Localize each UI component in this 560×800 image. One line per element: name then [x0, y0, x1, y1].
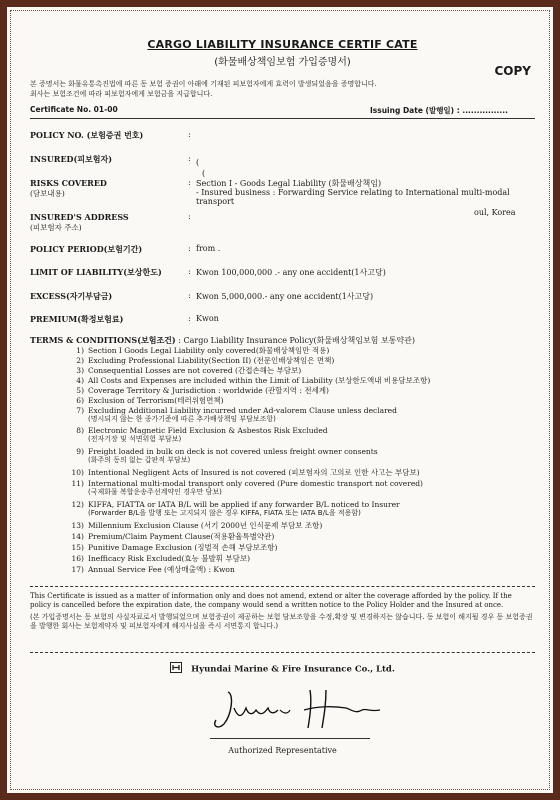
term-number: 3) [76, 366, 84, 375]
field-value-policy-period: from . [196, 244, 221, 253]
term-text: Premium/Claim Payment Clause(적용환율특별약관) [88, 532, 275, 541]
term-number: 11) [71, 479, 84, 488]
term-text: Electronic Magnetic Field Exclusion & Asbestos Risk Excluded [88, 426, 328, 435]
field-colon: : [188, 291, 191, 300]
term-text: Punitive Damage Exclusion (징벌적 손해 부담보조항) [88, 543, 278, 552]
term-item [70, 521, 322, 530]
term-item [70, 346, 329, 355]
term-text: Freight loaded in bulk on deck is not covered unless freight owner consents [88, 447, 378, 456]
field-colon: : [188, 244, 191, 253]
issuing-date-label: Issuing Date (발행일) : [370, 106, 460, 115]
intro-line: 본 증명서는 화물유통촉진법에 따른 동 보험 증권이 아래에 기재된 피보험자에게 효력이 발생되었음을 증명합니다. [30, 80, 377, 88]
certificate-document [30, 34, 535, 774]
field-colon: : [188, 314, 191, 323]
certificate-title: CARGO LIABILITY INSURANCE CERTIF CATE [147, 38, 418, 51]
signature-icon [210, 684, 390, 740]
field-value-limit: Kwon 100,000,000 .- any one accident(1사고당) [196, 268, 386, 277]
term-text: Excluding Professional Liability(Section II) (전문인배상책임은 면책) [88, 356, 335, 365]
field-colon: : [188, 154, 191, 163]
term-korean: (국제화물 복합운송주선계약인 경우만 담보) [88, 488, 222, 496]
terms-heading [30, 335, 415, 346]
field-value-risks-1: Section Ⅰ - Goods Legal Liability (화물배상책임) [196, 179, 382, 188]
term-text: International multi-modal transport only covered (Pure domestic transport not covered) [88, 479, 423, 488]
terms-heading-value: : Cargo Liability Insurance Policy(화물배상책임보험 보통약관) [178, 336, 415, 345]
term-number: 14) [71, 532, 84, 541]
term-number: 4) [76, 376, 84, 385]
term-number: 5) [76, 386, 84, 395]
field-value-insured-1: ( [196, 158, 200, 167]
footer-divider [30, 652, 535, 653]
field-label-address [30, 212, 129, 233]
authorized-representative: Authorized Representative [228, 746, 337, 755]
field-colon: : [188, 267, 191, 276]
terms-heading-label: TERMS & CONDITIONS(보험조건) [30, 335, 176, 345]
term-number: 12) [71, 500, 84, 509]
term-text: All Costs and Expenses are included within the Limit of Liability (보상한도액내 비용담보조항) [88, 376, 431, 385]
signature-line [210, 738, 370, 739]
term-item [70, 479, 423, 497]
copy-mark: COPY [494, 64, 531, 78]
company-name: Hyundai Marine & Fire Insurance Co., Ltd. [191, 664, 395, 675]
field-value-excess: Kwon 5,000,000.- any one accident(1사고당) [196, 292, 374, 301]
field-value-risks-2: - Insured business : Forwarding Service relating to International multi-modal transport [196, 188, 510, 206]
field-label-policy-no: POLICY NO. (보험증권 번호) [30, 130, 144, 140]
term-item [70, 468, 420, 477]
term-text: Intentional Negligent Acts of Insured is not covered (피보험자의 고의로 인한 사고는 부담보) [88, 468, 420, 477]
term-item [70, 554, 250, 563]
term-item [70, 366, 301, 375]
term-item [70, 396, 224, 405]
company-logo-icon [170, 662, 182, 676]
certificate-number: Certificate No. 01-00 [30, 105, 118, 114]
term-number: 1) [76, 346, 84, 355]
term-korean: (Forwarder B/L을 발행 또는 고지되지 않은 경우 KIFFA, FIATA 또는 IATA B/L을 적용함) [88, 509, 361, 517]
term-number: 13) [71, 521, 84, 530]
term-item [70, 356, 334, 365]
field-label-excess: EXCESS(자기부담금) [30, 291, 113, 301]
field-label-premium: PREMIUM(확정보험료) [30, 314, 124, 324]
term-item [70, 426, 328, 444]
term-text: Annual Service Fee (예상매출액) : Kwon [88, 565, 235, 574]
term-korean: (명시되지 않는 한 종가기준에 따른 추가배상책임 부담보조항) [88, 415, 276, 423]
term-number: 7) [76, 406, 84, 415]
term-number: 17) [71, 565, 84, 574]
term-item [70, 543, 277, 552]
term-number: 2) [76, 356, 84, 365]
footer-korean: (본 가입증명서는 동 보험의 사실자료로서 발행되었으며 보험증권이 제공하는 보험 담보조항을 수정,확장 및 변경하지는 않습니다. 동 보험이 해지될 경우 동 보험증권을 발행한 회사는 보험계약자 및 피보험자에게 해지사실을 즉시 서면통지 합니다.) [30, 613, 533, 630]
field-colon: : [188, 178, 191, 187]
term-text: Millennium Exclusion Clause (서기 2000년 인식문제 부담보 조항) [88, 521, 323, 530]
term-item [70, 500, 400, 518]
term-korean: (화주의 동의 없는 갑판적 부담보) [88, 456, 191, 464]
field-label-limit: LIMIT OF LIABILITY(보상한도) [30, 267, 162, 277]
term-item [70, 532, 274, 541]
issuing-date [370, 105, 508, 116]
term-item [70, 406, 397, 424]
field-label-insured: INSURED(피보험자) [30, 154, 112, 164]
header-divider [30, 118, 535, 119]
term-text: Excluding Additional Liability incurred under Ad-valorem Clause unless declared [88, 406, 397, 415]
company-line [30, 662, 535, 676]
field-colon: : [188, 130, 191, 139]
intro-text [30, 79, 500, 99]
term-number: 10) [71, 468, 84, 477]
term-item [70, 376, 430, 385]
intro-line: 최사는 보험조건에 따라 피보험자에게 보험금을 지급합니다. [30, 90, 213, 98]
term-text: KIFFA, FIATTA or IATA B/L will be applied if any forwarder B/L noticed to Insurer [88, 500, 400, 509]
term-item [70, 447, 378, 465]
term-text: Exclusion of Terrorism(테러위험면책) [88, 396, 224, 405]
term-number: 6) [76, 396, 84, 405]
field-colon: : [188, 212, 191, 221]
issuing-date-value: ................ [462, 106, 508, 115]
field-label-risks [30, 178, 107, 199]
field-label-policy-period: POLICY PERIOD(보험기간) [30, 244, 143, 254]
field-value-insured-2: ( [202, 169, 206, 178]
certificate-subtitle: (화물배상책임보험 가입증명서) [214, 57, 351, 68]
footer-english: This Certificate is issued as a matter of information only and does not amend, extend or alter the coverage afforded by the policy. If the policy is cancelled before the expiration date, the company would send a written notice to the Policy Holder and the Insured at once. [30, 592, 512, 609]
term-item [70, 565, 235, 574]
field-label-address-ko: (피보험자 주소) [30, 223, 82, 232]
field-label-address-en: INSURED'S ADDRESS [30, 212, 129, 222]
term-korean: (전자기장 및 석면위험 부담보) [88, 435, 182, 443]
term-text: Coverage Territory & Jurisdiction : worldwide (관할지역 : 전세계) [88, 386, 329, 395]
term-number: 15) [71, 543, 84, 552]
field-label-risks-ko: (담보내용) [30, 189, 65, 198]
term-text: Section Ⅰ Goods Legal Liability only covered(화물배상책임만 적용) [88, 346, 330, 355]
terms-divider [30, 586, 535, 587]
term-number: 9) [76, 447, 84, 456]
term-item [70, 386, 329, 395]
field-value-address: oul, Korea [474, 208, 516, 217]
term-text: Inefficacy Risk Excluded(효능 불발휘 부담보) [88, 554, 251, 563]
term-number: 8) [76, 426, 84, 435]
term-text: Consequential Losses are not covered (간접손해는 부담보) [88, 366, 302, 375]
field-value-premium: Kwon [196, 314, 219, 323]
field-label-risks-en: RISKS COVERED [30, 178, 107, 188]
term-number: 16) [71, 554, 84, 563]
